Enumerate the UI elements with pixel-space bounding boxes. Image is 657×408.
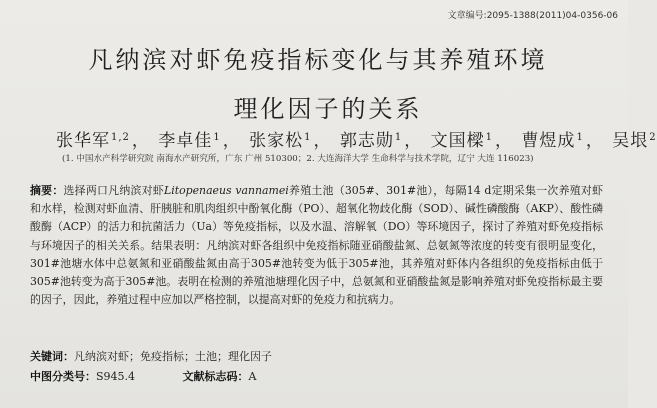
species-latin-name: Litopenaeus vannamei — [163, 184, 289, 197]
article-title-line-2: 理化因子的关系 — [233, 95, 423, 123]
author-name: 曹煜成 — [521, 131, 576, 151]
author-name: 吴垠 — [612, 131, 649, 151]
abstract-label: 摘要： — [30, 184, 64, 197]
author-affiliation-mark: 1 — [485, 132, 494, 143]
author-affiliation-mark: 1,2 — [111, 132, 130, 143]
clc-value: S945.4 — [96, 370, 136, 383]
author-name: 李卓佳 — [158, 131, 213, 151]
author-name: 张家松 — [249, 131, 304, 151]
author-affiliations: (1. 中国水产科学研究院 南海水产研究所，广东 广州 510300；2. 大连海洋大学 生命科学与技术学院，辽宁 大连 116023) — [62, 154, 534, 164]
clc-label: 中图分类号： — [30, 370, 96, 383]
article-number: 文章编号:2095-1388(2011)04-0356-06 — [447, 11, 618, 21]
author-affiliation-mark: 1 — [576, 132, 584, 143]
author-affiliation-mark: 2 — [649, 132, 657, 143]
document-code-label: 文献标志码： — [182, 370, 249, 383]
keywords-label: 关键词： — [30, 350, 74, 363]
author-name: 张华军 — [56, 131, 110, 151]
abstract-text-part-2: 养殖土池（305#、301#池），每隔14 d定期采集一次养殖对虾和水样，检测对虾血清、肝胰脏和肌肉组织中酚氧化酶（PO）、超氧化物歧化酶（SOD）、碱性磷酸酶（AKP）、酸性磷酸酶（ACP）的活力和抗菌活力（Ua）等免疫指标，以及水温、溶解氧（DO）等环境因子，探讨了养殖对虾免疫指标与环境因子的相关关系。结果表明：凡纳滨对虾各组织中免疫指标随亚硝酸盐氮、总氨氮等浓度的转变有很明显变化，301#池塘水体中总氨氮和亚硝酸盐氮由高于305#池转变为低于305#池，其养殖对虾体内各组织的免疫指标由低于305#池转变为高于305#池。表明在检测的养殖池塘理化因子中，总氨氮和亚硝酸盐氮是影响养殖对虾免疫指标最主要的因子，因此，养殖过程中应加以严格控制，以提高对虾的免疫力和抗病力。 — [30, 184, 603, 307]
author-affiliation-mark: 1 — [304, 132, 312, 143]
abstract-text-part-1: 选择两口凡纳滨对虾 — [63, 184, 164, 197]
author-name: 文国樑 — [430, 131, 485, 151]
article-title-line-1: 凡纳滨对虾免疫指标变化与其养殖环境 — [88, 46, 548, 74]
keywords-line — [30, 348, 272, 364]
abstract-paragraph — [30, 182, 603, 309]
keywords-value: 凡纳滨对虾；免疫指标；土池；理化因子 — [74, 350, 272, 363]
author-affiliation-mark: 1 — [394, 132, 403, 143]
author-affiliation-mark: 1 — [213, 132, 221, 143]
author-name: 郭志勋 — [339, 131, 394, 151]
document-code-value: A — [248, 370, 257, 383]
classification-line — [30, 368, 256, 384]
author-list: 张华军$^{1,2}$ ， 李卓佳$^1$ ， 张家松$^1$ ， 郭志勋$^1$ ， 文国樑$^1$ ， 曹煜成$^1$ ， 吴垠$^2$ — [56, 131, 657, 151]
